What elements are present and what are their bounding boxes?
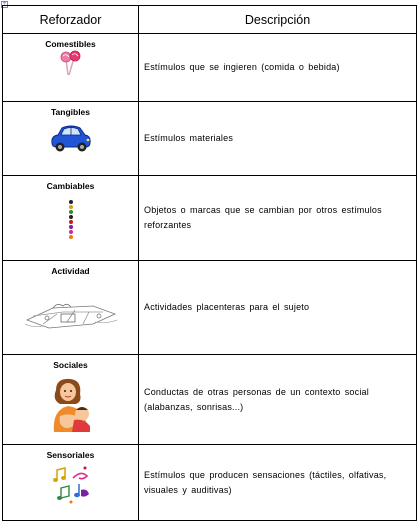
- reinforcers-table: [2, 5, 417, 521]
- reinforcer-cell: [3, 261, 139, 355]
- reinforcer-label: Sensoriales: [46, 450, 95, 460]
- mother-child-icon: [46, 376, 96, 434]
- table-header-row: [3, 6, 417, 34]
- lollipop-icon: [59, 49, 83, 77]
- table-row: [3, 176, 417, 261]
- reinforcer-label: Comestibles: [45, 39, 96, 49]
- header-descripcion: Descripción: [139, 6, 417, 34]
- music-notes-icon: [51, 464, 91, 504]
- reinforcer-cell: [3, 355, 139, 445]
- reinforcer-label: Sociales: [53, 360, 88, 370]
- description-cell: Conductas de otras personas de un contexto social (alabanzas, sonrisas...): [139, 355, 417, 445]
- reinforcer-label: Tangibles: [50, 107, 91, 117]
- table-row: [3, 445, 417, 521]
- description-cell: Estímulos que producen sensaciones (táctiles, olfativas, visuales y auditivas): [139, 445, 417, 521]
- table-row: [3, 34, 417, 102]
- table-row: [3, 102, 417, 176]
- reinforcer-cell: [3, 102, 139, 176]
- header-reforzador: Reforzador: [3, 6, 139, 34]
- sketch-activity-icon: [23, 294, 119, 334]
- description-cell: Objetos o marcas que se cambian por otros estímulos reforzantes: [139, 176, 417, 261]
- table-row: [3, 261, 417, 355]
- reinforcer-cell: [3, 176, 139, 261]
- reinforcer-label: Actividad: [51, 266, 90, 276]
- description-cell: Estímulos materiales: [139, 102, 417, 176]
- description-cell: Actividades placenteras para el sujeto: [139, 261, 417, 355]
- reinforcer-cell: [3, 34, 139, 102]
- description-cell: Estímulos que se ingieren (comida o bebida): [139, 34, 417, 102]
- reinforcer-cell: [3, 445, 139, 521]
- toy-car-icon: [49, 123, 93, 153]
- table-row: [3, 355, 417, 445]
- beads-icon: [67, 199, 75, 239]
- table-handle-icon[interactable]: +: [2, 1, 7, 7]
- reinforcer-label: Cambiables: [46, 181, 95, 191]
